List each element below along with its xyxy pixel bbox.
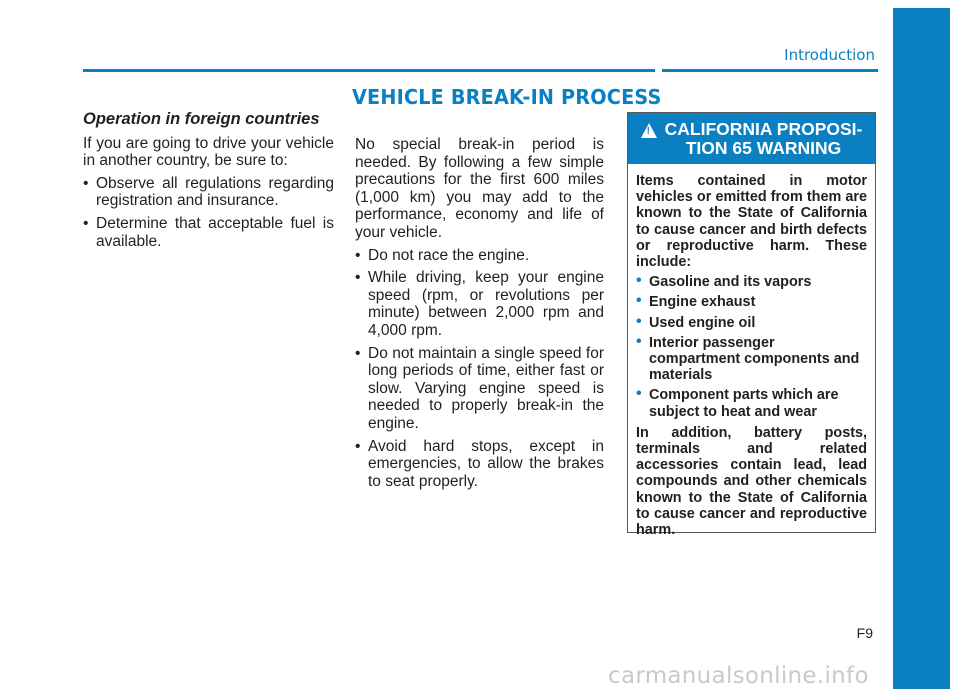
break-in-bullet-list (355, 247, 604, 491)
warning-closing: In addition, battery posts, terminals and related accessories contain lead, lead compounds and other chemicals known to the State of California to cause cancer and reproductive harm. (636, 424, 867, 539)
warning-title-line2: TION 65 WARNING (685, 137, 842, 158)
list-item: • Used engine oil (636, 315, 867, 331)
subheading-foreign-countries: Operation in foreign countries (83, 110, 320, 128)
warning-header (628, 113, 875, 164)
foreign-intro: If you are going to drive your vehicle in another country, be sure to: (83, 134, 334, 170)
warning-body (628, 164, 875, 538)
column-break-in (355, 136, 604, 495)
list-item: • While driving, keep your engine speed (rpm, or revolutions per minute) between 2,000 rpm and 4,000 rpm. (355, 269, 604, 339)
list-item: • Component parts which are subject to heat and wear (636, 387, 867, 419)
list-item: • Gasoline and its vapors (636, 274, 867, 290)
watermark: carmanualsonline.info (608, 663, 869, 689)
warning-title-line1: CALIFORNIA PROPOSI- (664, 118, 863, 139)
section-title: Introduction (784, 46, 875, 64)
list-item: • Engine exhaust (636, 294, 867, 310)
list-item: • Do not maintain a single speed for long periods of time, either fast or slow. Varying engine speed is needed to properly break-in the engine. (355, 345, 604, 433)
header-rule-right (662, 69, 878, 72)
page-number: F9 (856, 625, 873, 641)
warning-triangle-icon: ! (641, 123, 657, 138)
list-item: • Interior passenger compartment components and materials (636, 335, 867, 384)
warning-title (665, 120, 863, 158)
list-item: • Observe all regulations regarding registration and insurance. (83, 175, 334, 210)
list-item: • Avoid hard stops, except in emergencies, to allow the brakes to seat properly. (355, 438, 604, 491)
foreign-bullet-list (83, 175, 334, 250)
column-foreign-countries (83, 111, 334, 255)
page-heading: VEHICLE BREAK-IN PROCESS (352, 85, 662, 109)
break-in-intro: No special break-in period is needed. By following a few simple precautions for the first 600 miles (1,000 km) you may add to the performance, economy and life of your vehicle. (355, 136, 604, 241)
chapter-tab-bar (893, 8, 950, 689)
list-item: • Do not race the engine. (355, 247, 604, 265)
prop65-warning-box (627, 112, 876, 539)
warning-intro: Items contained in motor vehicles or emitted from them are known to the State of California to cause cancer and birth defects or reproductive harm. These include: (636, 173, 867, 271)
list-item: • Determine that acceptable fuel is available. (83, 215, 334, 250)
warning-item-list (636, 274, 867, 420)
header-rule (83, 69, 655, 72)
